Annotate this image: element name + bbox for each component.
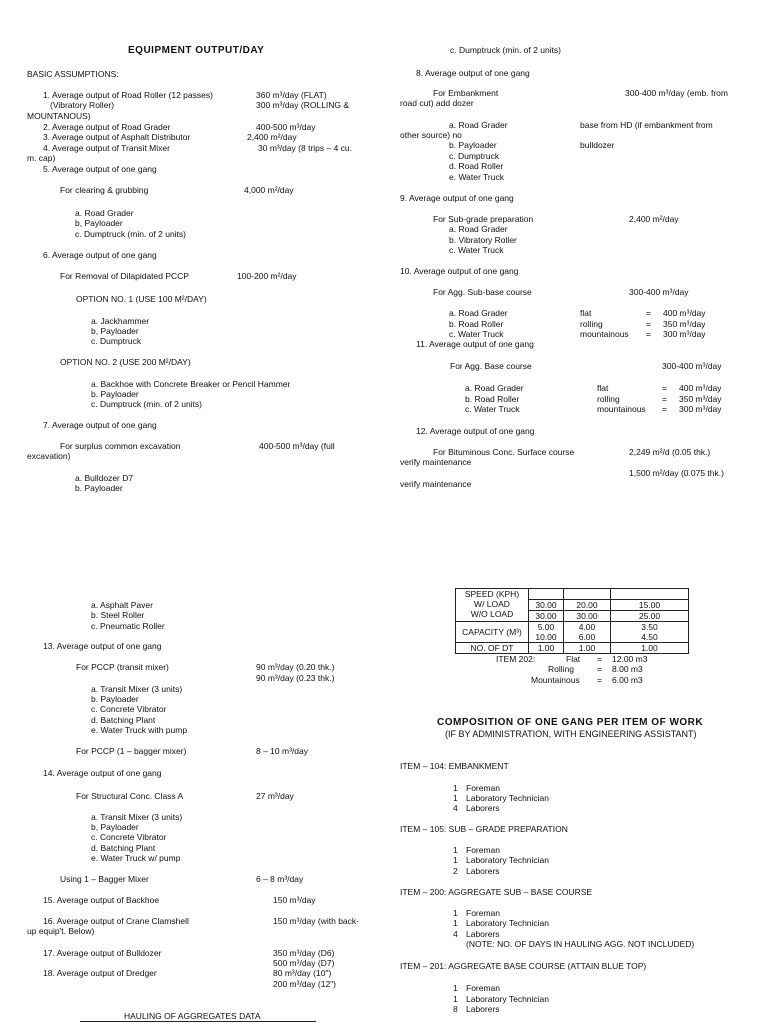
mountainous-label: Mountainous [531,675,580,685]
item-6-value: 100-200 m²/day [237,271,297,281]
item-14-value-2: 6 – 8 m³/day [256,874,304,884]
role: Foreman [466,908,501,918]
role: Foreman [466,845,501,855]
table-cell: 30.00 [529,611,564,622]
item-2-value: 400-500 m³/day [256,122,316,132]
item-14-for: For Structural Conc. Class A [76,791,184,801]
role: Foreman [466,983,501,993]
item-15-label: 15. Average output of Backhoe [43,895,160,905]
list-item: c. Dumptruck (min. of 2 units) [75,229,187,239]
equals: = [646,329,651,339]
list-item: d. Road Roller [449,161,504,171]
item-14-for-2: Using 1 – Bagger Mixer [60,874,149,884]
item-5-for: For clearing & grubbing [60,185,149,195]
terrain-label: mountainous [580,329,629,339]
capacity-header: CAPACITY (M³) [456,622,529,643]
list-item: a. Transit Mixer (3 units) [91,812,183,822]
role: Laboratory Technician [466,918,550,928]
list-item: b. Vibratory Roller [449,235,517,245]
item-12-label: 12. Average output of one gang [416,426,535,436]
item-18-value-2: 200 m³/day (12") [273,979,337,989]
item-12-for: For Bituminous Conc. Surface course [433,447,575,457]
item-12-value-2: 1,500 m²/day (0.075 thk.) [629,468,724,478]
item-12-note: verify maintenance [400,457,472,467]
flat-value: 12.00 m3 [612,654,648,664]
terrain-value: 350 m³/day [663,319,706,329]
item-12-value-1: 2,249 m²/d (0.05 thk.) [629,447,711,457]
rolling-value: 8.00 m3 [612,664,643,674]
equals: = [646,319,651,329]
item-9-for: For Sub-grade preparation [433,214,534,224]
list-item: c. Dumptruck (min. of 2 units) [91,399,203,409]
count: 8 [453,1004,458,1014]
item-5-label: 5. Average output of one gang [43,164,157,174]
list-item: c. Water Truck [465,404,520,414]
speed-header: SPEED (KPH) [464,589,520,599]
table-cell: 3.50 4.50 [611,622,689,643]
list-item: a. Road Grader [449,224,508,234]
count: 1 [453,918,458,928]
item-13-label: 13. Average output of one gang [43,641,162,651]
item-1-label: 1. Average output of Road Roller (12 passes) [43,90,213,100]
item-6-for: For Removal of Dilapidated PCCP [60,271,189,281]
item-14-label: 14. Average output of one gang [43,768,162,778]
item-8-for: For Embankment [433,88,499,98]
table-cell: 1.00 [611,643,689,654]
list-item: a. Backhoe with Concrete Breaker or Pencil Hammer [91,379,291,389]
list-item: a. Road Grader [449,120,508,130]
table-cell: 4.00 6.00 [564,622,611,643]
list-item: c. Water Truck [449,245,504,255]
equals: = [662,404,667,414]
item-1-value-flat: 360 m³/day (FLAT) [256,90,327,100]
role: Laborers [466,803,500,813]
list-item: c. Dumptruck [449,151,500,161]
list-item: e. Water Truck w/ pump [91,853,181,863]
item-9-label: 9. Average output of one gang [400,193,514,203]
item-10-label: 10. Average output of one gang [400,266,519,276]
item-16-cont: up equip't. Below) [27,926,95,936]
list-item: b. Road Roller [465,394,520,404]
equals: = [662,394,667,404]
role: Laborers [466,866,500,876]
list-item: c. Water Truck [449,329,504,339]
list-item: a. Transit Mixer (3 units) [91,684,183,694]
item-7-label: 7. Average output of one gang [43,420,157,430]
item-12-note-2: verify maintenance [400,479,472,489]
list-item: b, Payloader [91,326,139,336]
list-item: b. Payloader [91,694,139,704]
list-item: a. Road Grader [75,208,134,218]
page-title: EQUIPMENT OUTPUT/DAY [128,45,265,56]
item-17-value-2: 500 m³/day (D7) [273,958,335,968]
item-8-value: 300-400 m³/day (emb. from [625,88,728,98]
list-item: d. Batching Plant [91,843,156,853]
table-cell: 5.00 10.00 [529,622,564,643]
item-1-value-rolling: 300 m³/day (ROLLING & [256,100,350,110]
list-item: c. Concrete Vibrator [91,832,167,842]
terrain-label: flat [597,383,609,393]
item-3-value: 2,400 m²/day [247,132,297,142]
hauling-table [455,588,689,654]
table-cell: 1.00 [529,643,564,654]
option-2-heading: OPTION NO. 2 (USE 200 M²/DAY) [60,357,191,367]
role: Laboratory Technician [466,994,550,1004]
list-item: a. Bulldozer D7 [75,473,134,483]
item-13-value-2: 90 m³/day (0.23 thk.) [256,673,335,683]
item-105-heading: ITEM – 105: SUB – GRADE PREPARATION [400,824,568,834]
item-17-label: 17. Average output of Bulldozer [43,948,162,958]
terrain-value: 400 m³/day [679,383,722,393]
terrain-label: rolling [597,394,620,404]
count: 4 [453,803,458,813]
item-7-cont: excavation) [27,451,71,461]
item-11-for: For Agg. Base course [450,361,532,371]
table-row [456,643,689,654]
count: 2 [453,866,458,876]
item-2-label: 2. Average output of Road Grader [43,122,171,132]
equals: = [597,664,602,674]
item-7-for: For surplus common excavation [60,441,181,451]
terrain-label: mountainous [597,404,646,414]
item-4-label: 4. Average output of Transit Mixer [43,143,170,153]
terrain-value: 300 m³/day [663,329,706,339]
item-14-value: 27 m³/day [256,791,294,801]
list-item: b, Payloader [75,218,123,228]
item-4-value: 30 m³/day (8 trips – 4 cu. [258,143,353,153]
item-13-value-1: 90 m³/day (0.20 thk.) [256,662,335,672]
item-18-value-1: 80 m³/day (10") [273,968,332,978]
item-15-value: 150 m³/day [273,895,316,905]
table-cell: 15.00 [611,600,689,611]
item-18-label: 18. Average output of Dredger [43,968,157,978]
list-item: c. Concrete Vibrator [91,704,167,714]
table-cell: 1.00 [564,643,611,654]
list-item: b. Road Roller [449,319,504,329]
item-202-label: ITEM 202: [496,654,536,664]
item-8-label: 8. Average output of one gang [416,68,530,78]
list-item: a. Jackhammer [91,316,150,326]
basic-assumptions-heading: BASIC ASSUMPTIONS: [27,69,119,79]
item-7-value: 400-500 m³/day (full [259,441,335,451]
item-104-heading: ITEM – 104: EMBANKMENT [400,761,509,771]
item-9-value: 2,400 m²/day [629,214,679,224]
count: 1 [453,994,458,1004]
list-item: b. Payloader [75,483,123,493]
option-1-heading: OPTION NO. 1 (USE 100 M²/DAY) [76,294,207,304]
item-201-heading: ITEM – 201: AGGREGATE BASE COURSE (ATTAIN BLUE TOP) [400,961,647,971]
item-3-label: 3. Average output of Asphalt Distributor [43,132,191,142]
rolling-label: Rolling [548,664,574,674]
equals: = [597,654,602,664]
terrain-value: 350 m³/day [679,394,722,404]
list-item: d. Batching Plant [91,715,156,725]
list-item: e. Water Truck with pump [91,725,188,735]
item-200-heading: ITEM – 200: AGGREGATE SUB – BASE COURSE [400,887,593,897]
terrain-label: flat [580,308,592,318]
role: Laborers [466,929,500,939]
count: 1 [453,855,458,865]
wload-header: W/ LOAD [474,599,510,609]
item-13-for: For PCCP (transit mixer) [76,662,169,672]
item-8-cont: road cut) add dozer [400,98,474,108]
terrain-label: rolling [580,319,603,329]
dt-header: NO. OF DT [456,643,529,654]
terrain-value: 300 m³/day [679,404,722,414]
item-8-note: base from HD (if embankment from [580,120,713,130]
item-10-value: 300-400 m³/day [629,287,689,297]
role: Foreman [466,783,501,793]
item-8-note-end: bulldozer [580,140,615,150]
composition-subheading: (IF BY ADMINISTRATION, WITH ENGINEERING ASSISTANT) [445,729,697,739]
role: Laboratory Technician [466,855,550,865]
item-13-for-2: For PCCP (1 – bagger mixer) [76,746,187,756]
table-cell: 30.00 [564,611,611,622]
list-item: a. Road Grader [465,383,524,393]
equals: = [646,308,651,318]
role: Laborers [466,1004,500,1014]
equals: = [662,383,667,393]
list-item: c. Pneumatic Roller [91,621,165,631]
table-cell: 25.00 [611,611,689,622]
composition-heading: COMPOSITION OF ONE GANG PER ITEM OF WORK [437,717,704,728]
table-cell [456,589,529,622]
count: 1 [453,783,458,793]
item-4-cont: m. cap) [27,153,56,163]
list-item: b, Payloader [91,822,139,832]
item-11-value: 300-400 m³/day [662,361,722,371]
item-1-sub: (Vibratory Roller) [50,100,115,110]
mountainous-value: 6.00 m3 [612,675,643,685]
item-17-value-1: 350 m³/day (D6) [273,948,335,958]
item-16-label: 16. Average output of Crane Clamshell [43,916,189,926]
list-item: c. Dumptruck [91,336,142,346]
count: 1 [453,983,458,993]
role: Laboratory Technician [466,793,550,803]
woload-header: W/O LOAD [470,609,514,619]
list-item: a. Road Grader [449,308,508,318]
item-13-value-3: 8 – 10 m³/day [256,746,308,756]
item-16-value: 150 m³/day (with back- [273,916,359,926]
list-item: c. Dumptruck (min. of 2 units) [450,45,562,55]
count: 4 [453,929,458,939]
list-item: b. Payloader [449,140,497,150]
item-10-for: For Agg. Sub-base course [433,287,532,297]
table-cell: 30.00 [529,600,564,611]
item-5-value: 4,000 m²/day [244,185,294,195]
item-8-note-cont: other source) no [400,130,462,140]
table-row [456,622,689,643]
item-6-label: 6. Average output of one gang [43,250,157,260]
count: 1 [453,793,458,803]
note: (NOTE: NO. OF DAYS IN HAULING AGG. NOT INCLUDED) [466,939,695,949]
table-cell: 20.00 [564,600,611,611]
count: 1 [453,908,458,918]
list-item: e. Water Truck [449,172,504,182]
item-11-label: 11. Average output of one gang [416,339,534,349]
list-item: b. Steel Roller [91,610,145,620]
terrain-value: 400 m³/day [663,308,706,318]
count: 1 [453,845,458,855]
hauling-table-edge [80,1021,316,1025]
equals: = [597,675,602,685]
hauling-heading: HAULING OF AGGREGATES DATA [124,1011,261,1021]
flat-label: Flat [566,654,581,664]
list-item: b. Payloader [91,389,139,399]
item-1-cont: MOUNTANOUS) [27,111,91,121]
list-item: a. Asphalt Paver [91,600,153,610]
